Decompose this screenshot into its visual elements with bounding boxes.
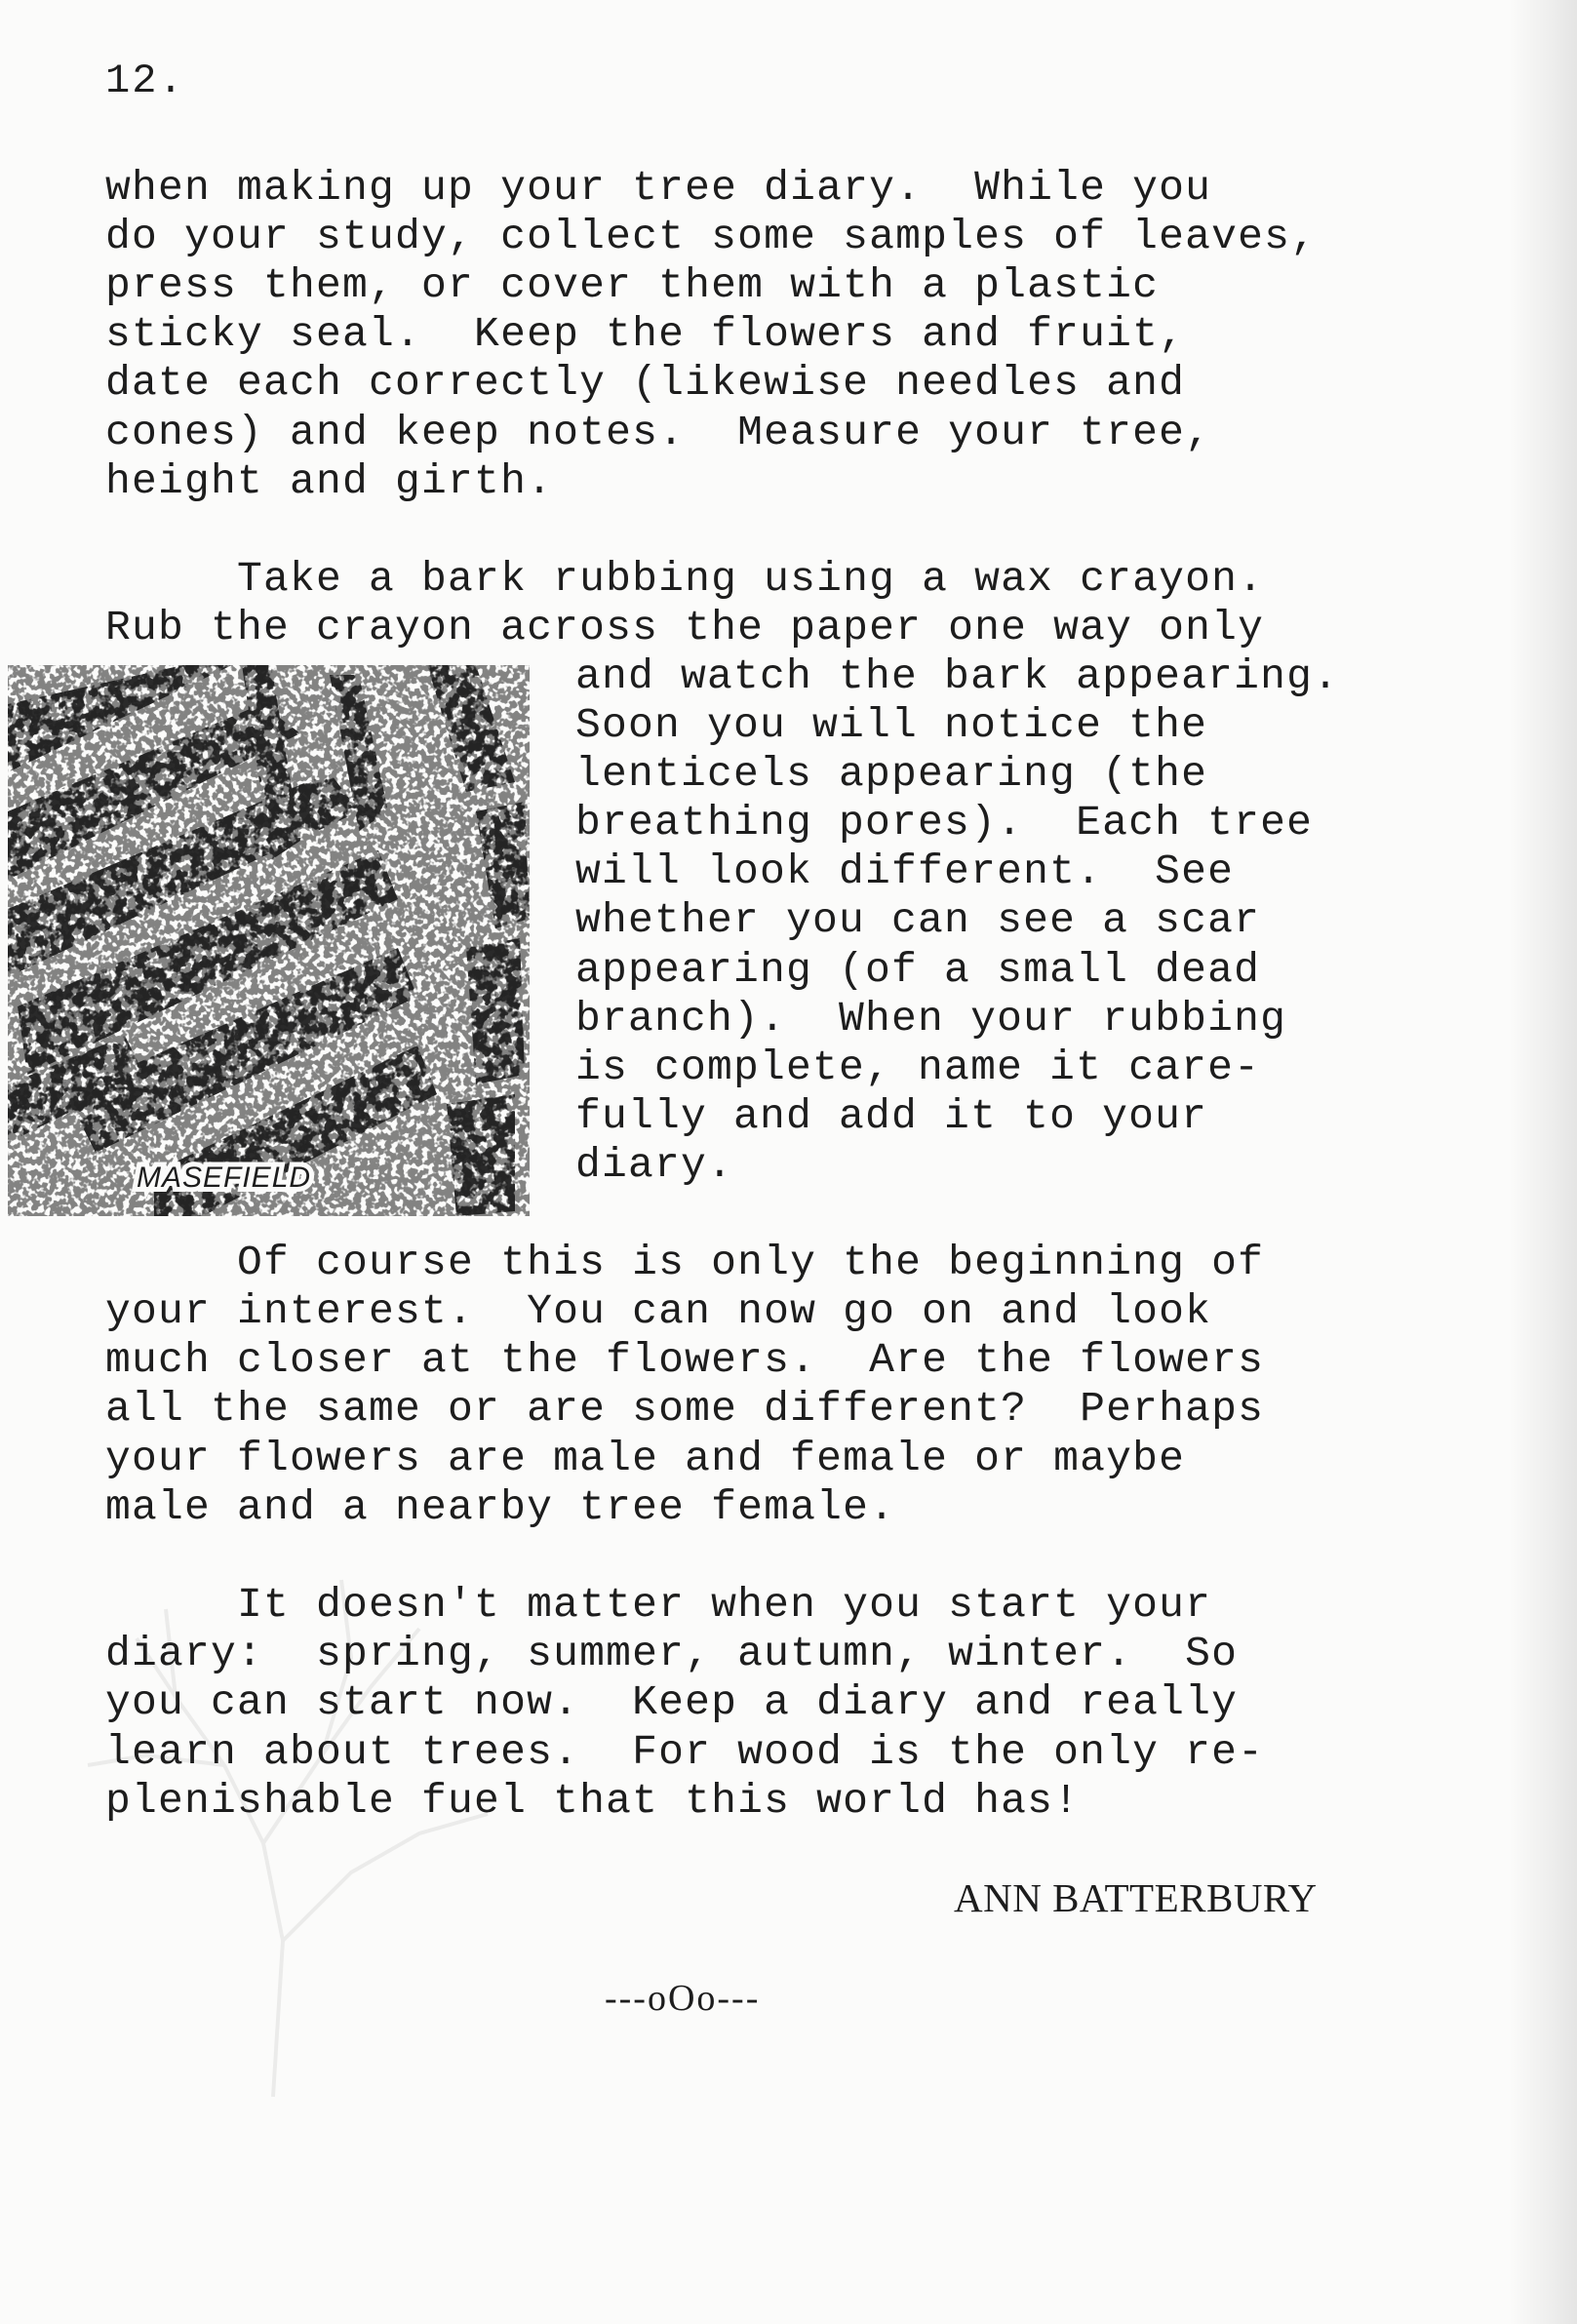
text-line: sticky seal. Keep the flowers and fruit, (105, 310, 1186, 358)
text-line: height and girth. (105, 457, 554, 505)
text-line: Soon you will notice the (575, 701, 1208, 749)
text-line: breathing pores). Each tree (575, 799, 1314, 847)
page-edge-shadow (1509, 0, 1577, 2324)
text-line: plenishable fuel that this world has! (105, 1777, 1081, 1825)
text-line: lenticels appearing (the (575, 750, 1208, 798)
text-line: your interest. You can now go on and look (105, 1287, 1212, 1335)
text-line: date each correctly (likewise needles and (105, 359, 1186, 407)
text-line: cones) and keep notes. Measure your tree, (105, 409, 1212, 456)
text-line: Rub the crayon across the paper one way only (105, 604, 1265, 651)
text-line: Take a bark rubbing using a wax crayon. (105, 555, 1265, 603)
bark-rubbing-illustration (8, 665, 530, 1216)
text-line: appearing (of a small dead (575, 946, 1261, 994)
author-signature: ANN BATTERBURY (954, 1875, 1318, 1920)
text-line: Of course this is only the beginning of (105, 1239, 1265, 1286)
page-number: 12. (105, 58, 185, 104)
bark-caption: MASEFIELD (137, 1162, 312, 1194)
text-line: male and a nearby tree female. (105, 1483, 896, 1531)
text-line: when making up your tree diary. While you (105, 164, 1212, 212)
text-line: learn about trees. For wood is the only re- (105, 1728, 1265, 1776)
text-line: It doesn't matter when you start your (105, 1581, 1212, 1629)
text-line: diary: spring, summer, autumn, winter. So (105, 1630, 1239, 1677)
text-line: you can start now. Keep a diary and really (105, 1678, 1239, 1726)
text-line: do your study, collect some samples of leaves, (105, 213, 1318, 260)
text-line: branch). When your rubbing (575, 995, 1287, 1043)
text-line: and watch the bark appearing. (575, 652, 1340, 700)
text-line: is complete, name it care- (575, 1044, 1261, 1091)
text-line: whether you can see a scar (575, 896, 1261, 944)
text-line: your flowers are male and female or maybe (105, 1435, 1186, 1482)
text-line: will look different. See (575, 847, 1235, 895)
text-line: press them, or cover them with a plastic (105, 261, 1160, 309)
section-separator: ---oOo--- (605, 1978, 761, 2019)
text-line: all the same or are some different? Perhaps (105, 1385, 1265, 1433)
text-line: much closer at the flowers. Are the flowers (105, 1336, 1265, 1384)
text-line: diary. (575, 1141, 734, 1189)
text-line: fully and add it to your (575, 1092, 1208, 1140)
